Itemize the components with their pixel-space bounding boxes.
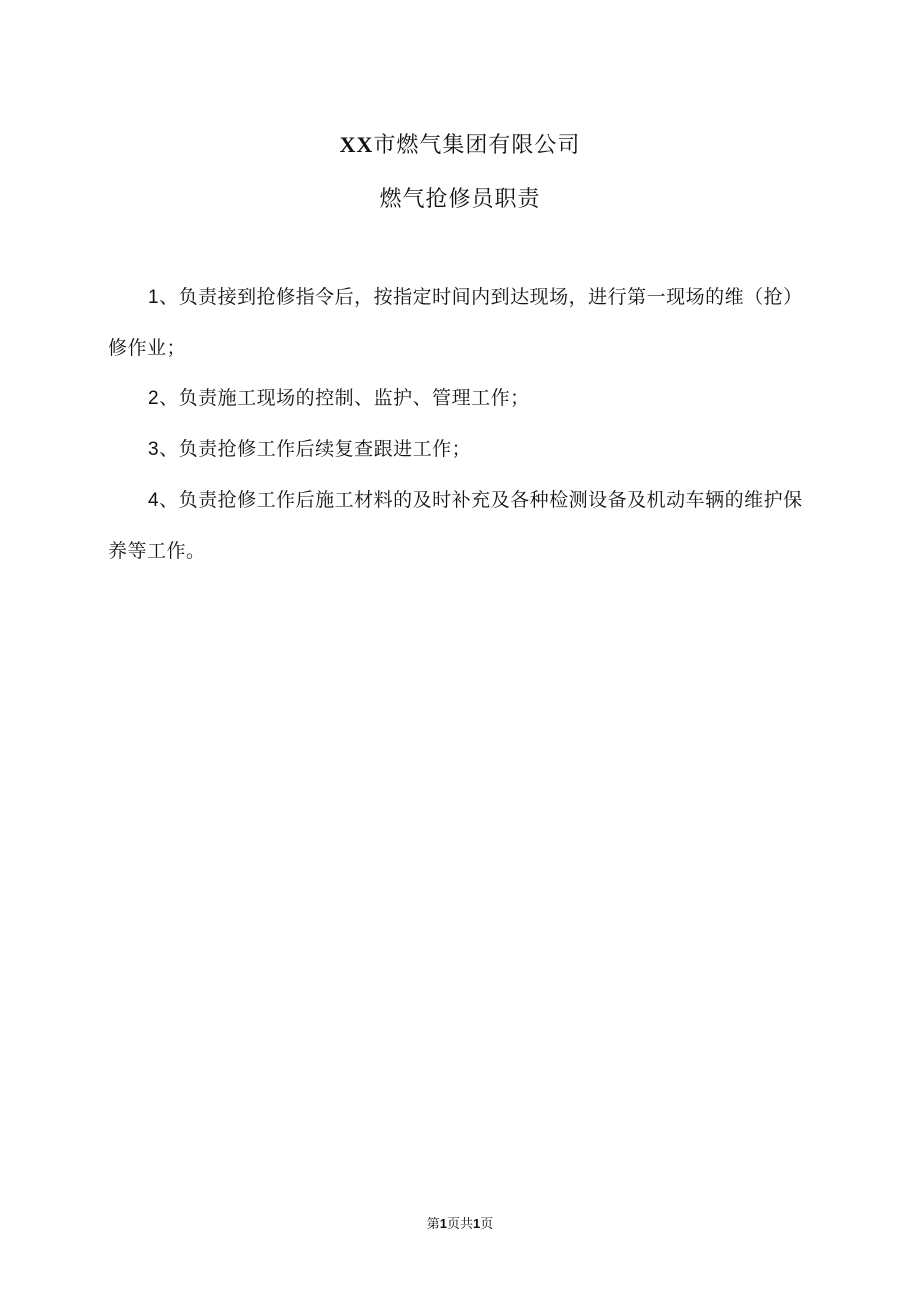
document-header — [0, 126, 920, 219]
footer-total-pages: 1 — [473, 1216, 481, 1231]
duty-number: 3 — [148, 439, 160, 460]
duty-text: 、负责抢修工作后续复查跟进工作； — [159, 438, 472, 460]
duty-item-3 — [108, 424, 820, 475]
company-prefix: XX — [339, 132, 374, 157]
footer-pre: 第 — [426, 1217, 440, 1232]
duty-item-1 — [108, 272, 820, 373]
duty-text: 、负责抢修工作后施工材料的及时补充及各种检测设备及机动车辆的维护保养等工作。 — [108, 489, 803, 562]
duty-item-2 — [108, 373, 820, 424]
duty-number: 4 — [148, 490, 160, 511]
document-title: 燃气抢修员职责 — [379, 187, 541, 212]
footer-post: 页 — [480, 1217, 494, 1232]
duty-text: 、负责接到抢修指令后，按指定时间内到达现场，进行第一现场的维（抢）修作业； — [108, 286, 803, 359]
footer-page-number: 1 — [439, 1216, 447, 1231]
company-title — [0, 126, 920, 165]
duty-number: 2 — [148, 388, 160, 409]
duty-number: 1 — [148, 287, 160, 308]
duty-item-4 — [108, 475, 820, 576]
duties-list — [108, 272, 820, 576]
page-footer — [0, 1214, 920, 1235]
footer-mid: 页共 — [446, 1217, 473, 1232]
duty-text: 、负责施工现场的控制、监护、管理工作； — [159, 387, 530, 409]
company-name: 市燃气集团有限公司 — [373, 133, 581, 158]
